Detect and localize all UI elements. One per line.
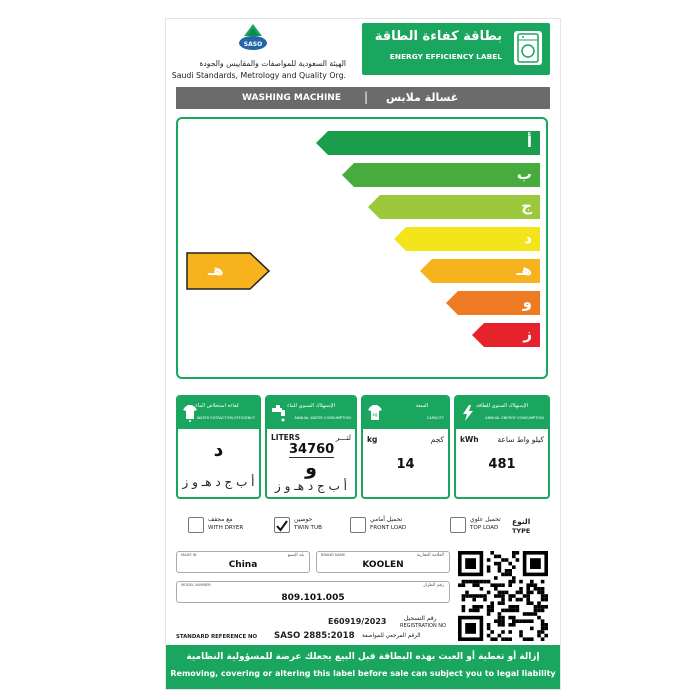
water-class-scale: أ ب ج د هـ و ز [274, 479, 348, 493]
dryer-head-ar: كفاءة استخلاص الماء [195, 403, 239, 409]
made-in-value: China [228, 560, 258, 570]
standard-label-ar: الرقم المرجعي للمواصفة [362, 633, 421, 639]
energy-class-arrow [420, 259, 540, 283]
capacity-icon-text: kg [372, 412, 378, 417]
saso-logo-text: SASO [243, 41, 263, 48]
energy-label-banner [362, 23, 550, 75]
label-title-en: ENERGY EFFICIENCY LABEL [389, 52, 502, 61]
water-consumption-box [265, 395, 357, 499]
standard-value: SASO 2885:2018 [274, 631, 355, 641]
energy-class-letter: ز [523, 325, 532, 343]
energy-class-scale [176, 117, 548, 379]
energy-class-arrow [316, 131, 540, 155]
type-label-ar: تحميل أمامي [370, 516, 403, 523]
water-unit-ar: لتـــر [335, 433, 351, 442]
energy-class-letter: ب [516, 165, 532, 183]
registration-label-ar: رقم التسجيل [404, 615, 437, 622]
water-extraction-class: د [213, 439, 224, 461]
registration-value: E60919/2023 [328, 617, 387, 626]
appliance-title-bar [176, 87, 550, 109]
type-title-en: TYPE [512, 527, 531, 535]
legal-warning-en: Removing, covering or altering this label before sale can subject you to legal liability [170, 669, 556, 678]
type-checkbox[interactable] [350, 517, 366, 533]
type-title-ar: النوع [512, 517, 531, 526]
capacity-head-en: CAPACITY [426, 416, 444, 420]
energy-class-arrow [394, 227, 540, 251]
energy-class-arrow [368, 195, 540, 219]
energy-class-letter: و [522, 293, 532, 311]
label-title-ar: بطاقة كفاءة الطاقة [374, 29, 502, 44]
type-label-en: TWIN TUB [294, 525, 322, 531]
capacity-head-ar: السعة [415, 403, 428, 409]
brand-label-ar: العلامة التجارية [416, 553, 444, 558]
appliance-name-ar: غسالة ملابس [386, 91, 459, 104]
made-in-label-en: MADE IN [181, 553, 197, 557]
energy-class-arrow [446, 291, 540, 315]
model-label-en: MODEL NUMBER [181, 583, 211, 587]
rated-class-indicator [186, 252, 270, 290]
water-class: و [305, 457, 317, 479]
brand-value: KOOLEN [362, 560, 404, 570]
type-label-ar: مع مجفف [208, 516, 233, 523]
standard-label-en: STANDARD REFERENCE NO [176, 634, 258, 640]
water-extraction-box [176, 395, 261, 499]
energy-unit-ar: كيلو واط ساعة [497, 435, 544, 444]
energy-class-letter: أ [526, 133, 532, 151]
energy-consumption-value: 481 [488, 457, 516, 472]
registration-label-en: REGISTRATION NO [400, 623, 446, 629]
type-label-en: FRONT LOAD [370, 525, 407, 531]
washing-machine-icon [514, 31, 542, 65]
legal-warning-ar: إزالة أو تغطية أو العبث بهذه البطاقة قبل البيع يجعلك عرضة للمسؤولية النظامية [186, 652, 540, 662]
rated-class-letter: هـ [208, 261, 224, 279]
made-in-field [176, 551, 310, 573]
capacity-unit-en: kg [367, 435, 378, 444]
legal-warning-footer [166, 645, 560, 689]
type-label-en: WITH DRYER [208, 525, 244, 531]
type-label-ar: حوضين [294, 516, 313, 523]
capacity-unit-ar: كجم [430, 435, 444, 444]
energy-class-arrow [472, 323, 540, 347]
saso-logo [238, 23, 268, 53]
water-head-en: ANNUAL WATER CONSUMPTION [294, 416, 351, 420]
energy-label-card [165, 18, 561, 690]
tshirt-kg-icon [367, 404, 383, 422]
type-label-ar: تحميل علوي [470, 516, 501, 523]
energy-head-ar: الإستهلاك السنوي للطاقة [476, 403, 528, 409]
energy-class-letter: ج [521, 197, 532, 215]
type-label-en: TOP LOAD [470, 525, 499, 531]
lightning-icon [460, 404, 476, 422]
model-value: 809.101.005 [281, 593, 345, 603]
made-in-label-ar: بلد الصنع [287, 553, 304, 558]
capacity-value: 14 [396, 457, 415, 472]
appliance-name-en: WASHING MACHINE [242, 93, 341, 103]
water-extraction-scale: أ ب ج د هـ و ز [182, 475, 255, 489]
water-head-ar: الإستهلاك السنوي للماء [287, 403, 335, 409]
energy-class-arrow [342, 163, 540, 187]
model-label-ar: رقم الطراز [423, 583, 444, 588]
title-separator: | [364, 90, 369, 104]
model-field [176, 581, 450, 603]
type-checkbox[interactable] [274, 517, 290, 533]
checkmark-icon [275, 519, 289, 533]
qr-code[interactable] [458, 551, 548, 641]
energy-consumption-box [454, 395, 550, 499]
type-checkbox[interactable] [188, 517, 204, 533]
energy-unit-en: kWh [460, 435, 479, 444]
type-checkbox[interactable] [450, 517, 466, 533]
water-consumption-value: 34760 [289, 442, 335, 457]
energy-head-en: ANNUAL ENERGY CONSUMPTION [485, 416, 544, 420]
org-name-en: Saudi Standards, Metrology and Quality Org. [171, 71, 346, 80]
org-name-ar: الهيئة السعودية للمواصفات والمقاييس والجودة [199, 59, 346, 68]
capacity-box [361, 395, 450, 499]
brand-label-en: BRAND NAME [321, 553, 346, 557]
faucet-icon [271, 404, 287, 422]
dryer-head-en: WATER EXTRACTION EFFICIENCY [196, 416, 255, 420]
brand-field [316, 551, 450, 573]
energy-class-letter: هـ [516, 261, 532, 279]
energy-class-letter: د [524, 229, 532, 247]
water-unit-en: LITERS [271, 433, 300, 442]
